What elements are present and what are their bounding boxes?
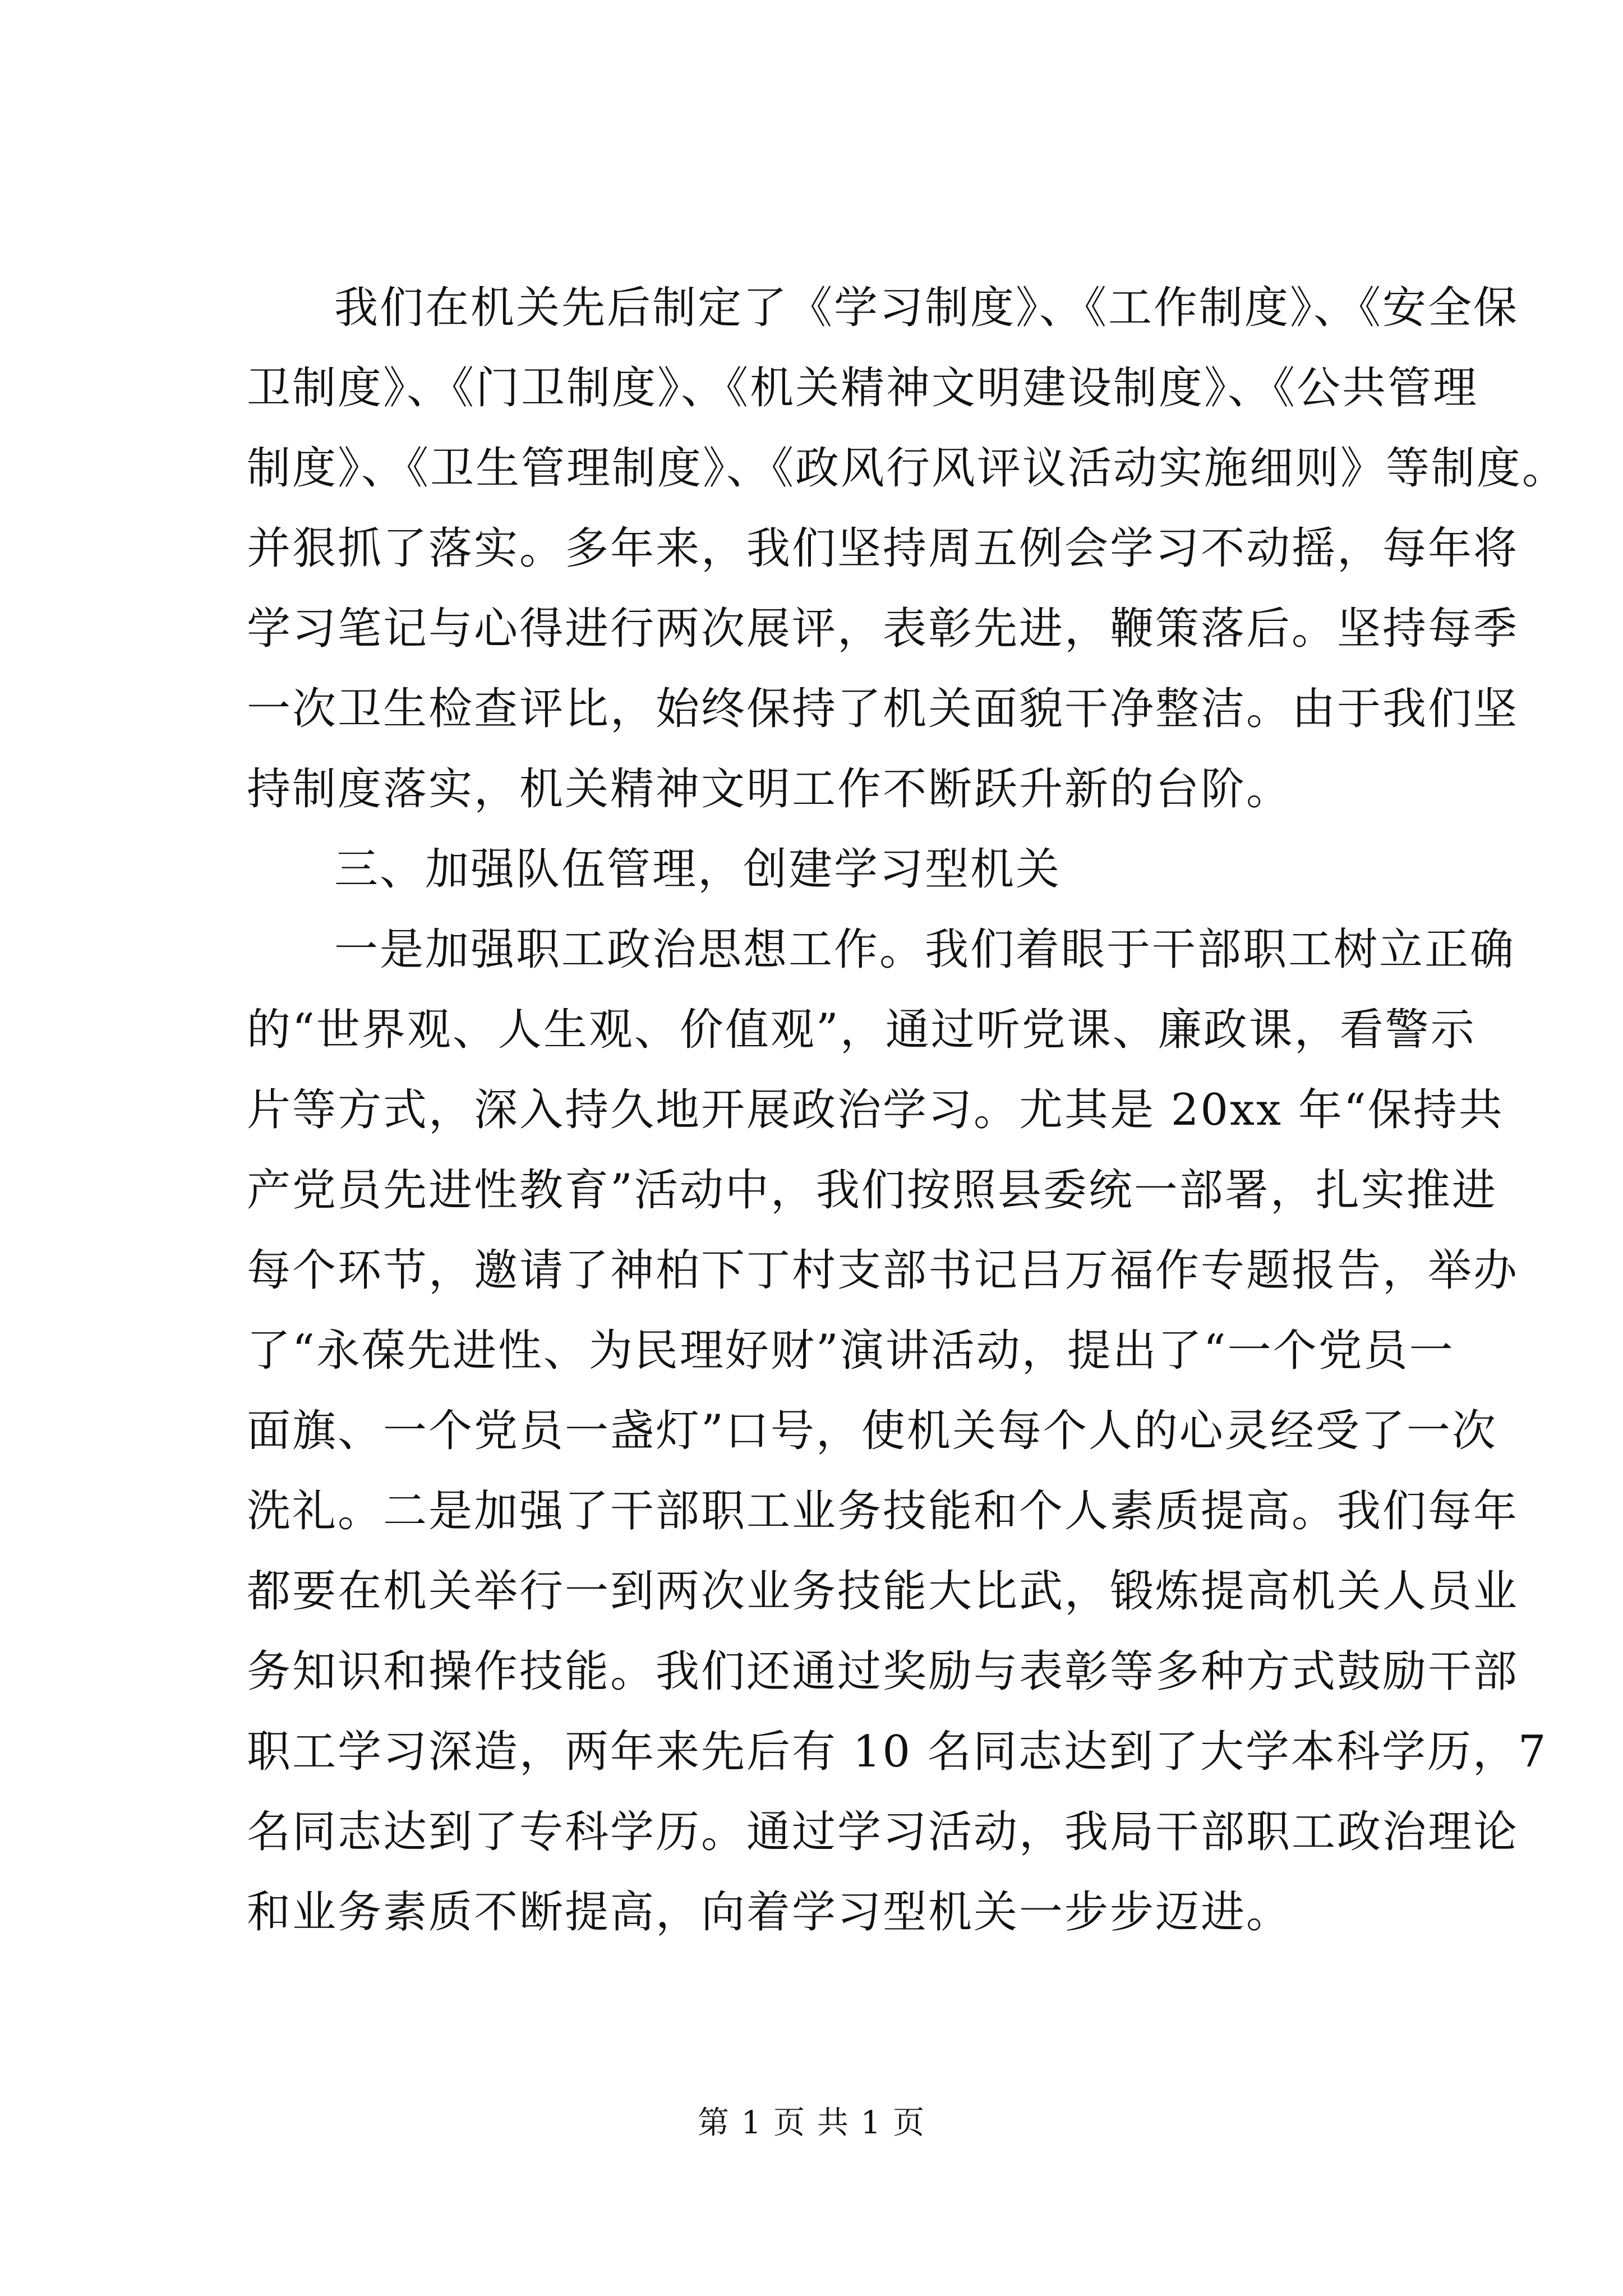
document-body <box>247 268 1568 1953</box>
paragraph-2-line-6: 了“永葆先进性、为民理好财”演讲活动，提出了“一个党员一 <box>247 1326 1455 1376</box>
paragraph-2-line-9: 都要在机关举行一到两次业务技能大比武，锻炼提高机关人员业 <box>247 1566 1519 1617</box>
paragraph-1-line-2: 卫制度》、《门卫制度》、《机关精神文明建设制度》、《公共管理 <box>247 363 1479 413</box>
paragraph-2-line-3: 片等方式，深入持久地开展政治学习。尤其是 20xx 年“保持共 <box>247 1085 1504 1135</box>
paragraph-2-line-2: 的“世界观、人生观、价值观”，通过听党课、廉政课，看警示 <box>247 1005 1476 1055</box>
paragraph-1-line-5: 学习笔记与心得进行两次展评，表彰先进，鞭策落后。坚持每季 <box>247 604 1519 654</box>
paragraph-1-line-4: 并狠抓了落实。多年来，我们坚持周五例会学习不动摇，每年将 <box>247 523 1519 574</box>
paragraph-1-line-3: 制度》、《卫生管理制度》、《政风行风评议活动实施细则》等制度。 <box>247 443 1568 494</box>
paragraph-2-line-10: 务知识和操作技能。我们还通过奖励与表彰等多种方式鼓励干部 <box>247 1646 1519 1697</box>
page-footer: 第 1 页 共 1 页 <box>697 2105 926 2141</box>
paragraph-2-line-5: 每个环节，邀请了神柏下丁村支部书记吕万福作专题报告，举办 <box>247 1245 1519 1296</box>
paragraph-1-line-1: 我们在机关先后制定了《学习制度》、《工作制度》、《安全保 <box>334 283 1519 333</box>
paragraph-2-line-12: 名同志达到了专科学历。通过学习活动，我局干部职工政治理论 <box>247 1807 1519 1857</box>
paragraph-2-line-13: 和业务素质不断提高，向着学习型机关一步步迈进。 <box>247 1887 1292 1938</box>
paragraph-2-line-1: 一是加强职工政治思想工作。我们着眼于干部职工树立正确 <box>334 924 1516 975</box>
paragraph-1-line-6: 一次卫生检查评比，始终保持了机关面貌干净整洁。由于我们坚 <box>247 684 1519 734</box>
paragraph-2-line-8: 洗礼。二是加强了干部职工业务技能和个人素质提高。我们每年 <box>247 1486 1519 1536</box>
paragraph-2-line-7: 面旗、一个党员一盏灯”口号，使机关每个人的心灵经受了一次 <box>247 1406 1497 1456</box>
section-heading: 三、加强队伍管理，创建学习型机关 <box>334 844 1062 895</box>
paragraph-1-line-7: 持制度落实，机关精神文明工作不断跃升新的台阶。 <box>247 764 1292 815</box>
paragraph-2-line-4: 产党员先进性教育”活动中，我们按照县委统一部署，扎实推进 <box>247 1165 1497 1216</box>
paragraph-2-line-11: 职工学习深造，两年来先后有 10 名同志达到了大学本科学历，7 <box>247 1727 1548 1777</box>
